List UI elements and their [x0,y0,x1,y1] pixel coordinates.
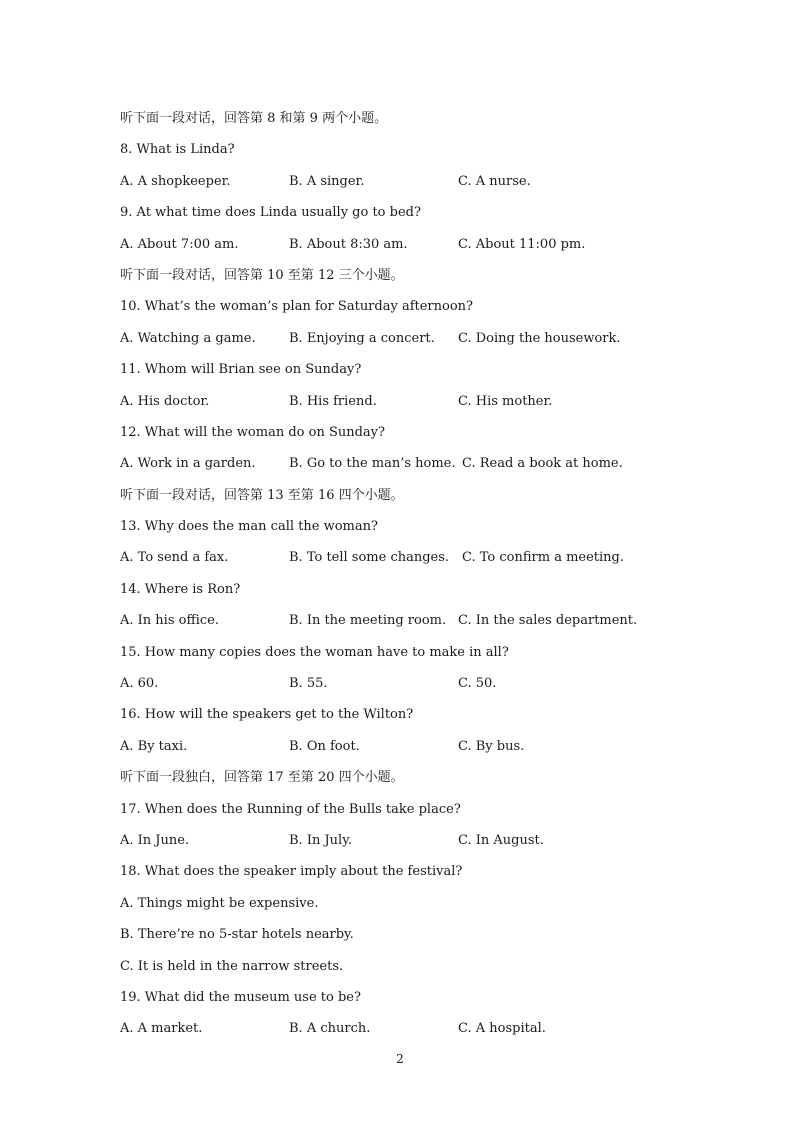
option-a: A. Work in a garden. [120,456,256,472]
option-c: C. By bus. [458,738,525,754]
option-line: A. Things might be expensive. [120,895,319,911]
question-text: 11. Whom will Brian see on Sunday? [120,362,362,378]
option-c: C. In August. [458,832,544,848]
option-row [120,323,740,354]
option-b: B. To tell some changes. [289,550,450,566]
question-text: 14. Where is Ron? [120,581,241,597]
option-a: A. Watching a game. [120,330,256,346]
question-text: 18. What does the speaker imply about the festival? [120,864,463,880]
option-a: A. To send a fax. [120,550,229,566]
option-b: B. Go to the man’s home. [289,456,456,472]
option-a: A. 60. [120,676,159,692]
question-text: 12. What will the woman do on Sunday? [120,424,385,440]
option-a: A. In June. [120,832,190,848]
option-row [120,229,740,260]
option-a: A. In his office. [120,613,219,629]
question-text: 17. When does the Running of the Bulls take place? [120,801,461,817]
question-list [120,103,740,1045]
option-c: C. A nurse. [458,173,531,189]
option-row [120,542,740,573]
question-text: 9. At what time does Linda usually go to bed? [120,205,421,221]
option-c: C. His mother. [458,393,553,409]
option-row [120,448,740,479]
option-a: A. By taxi. [120,738,188,754]
option-c: C. Read a book at home. [462,456,623,472]
option-c: C. In the sales department. [458,613,638,629]
option-row [120,731,740,762]
option-line: C. It is held in the narrow streets. [120,958,344,974]
option-row [120,1013,740,1044]
option-b: B. A singer. [289,173,365,189]
question-text: 15. How many copies does the woman have to make in all? [120,644,509,660]
option-c: C. About 11:00 pm. [458,236,586,252]
option-row [120,605,740,636]
option-b: B. Enjoying a concert. [289,330,435,346]
question-text: 19. What did the museum use to be? [120,989,361,1005]
section-instruction: 听下面一段对话，回答第 8 和第 9 两个小题。 [120,111,388,126]
option-a: A. A market. [120,1021,203,1037]
option-b: B. On foot. [289,738,360,754]
option-a: A. A shopkeeper. [120,173,231,189]
page-number: 2 [396,1052,404,1066]
section-instruction: 听下面一段独白，回答第 17 至第 20 四个小题。 [120,770,404,786]
option-b: B. His friend. [289,393,377,409]
option-b: B. A church. [289,1021,371,1037]
option-row [120,668,740,699]
option-a: A. His doctor. [120,393,210,409]
option-b: B. In the meeting room. [289,613,447,629]
option-row [120,386,740,417]
option-c: C. To confirm a meeting. [462,550,624,566]
question-text: 8. What is Linda? [120,142,235,158]
question-text: 13. Why does the man call the woman? [120,519,378,535]
option-c: C. 50. [458,676,497,692]
option-b: B. In July. [289,832,352,848]
section-instruction: 听下面一段对话，回答第 13 至第 16 四个小题。 [120,487,404,503]
option-row [120,825,740,856]
option-row [120,166,740,197]
option-b: B. 55. [289,676,328,692]
option-line: B. There’re no 5-star hotels nearby. [120,927,354,943]
option-c: C. Doing the housework. [458,330,621,346]
option-a: A. About 7:00 am. [120,236,239,252]
option-b: B. About 8:30 am. [289,236,408,252]
section-instruction: 听下面一段对话，回答第 10 至第 12 三个小题。 [120,267,404,283]
option-c: C. A hospital. [458,1021,546,1037]
question-text: 10. What’s the woman’s plan for Saturday afternoon? [120,299,474,315]
question-text: 16. How will the speakers get to the Wilton? [120,707,414,723]
